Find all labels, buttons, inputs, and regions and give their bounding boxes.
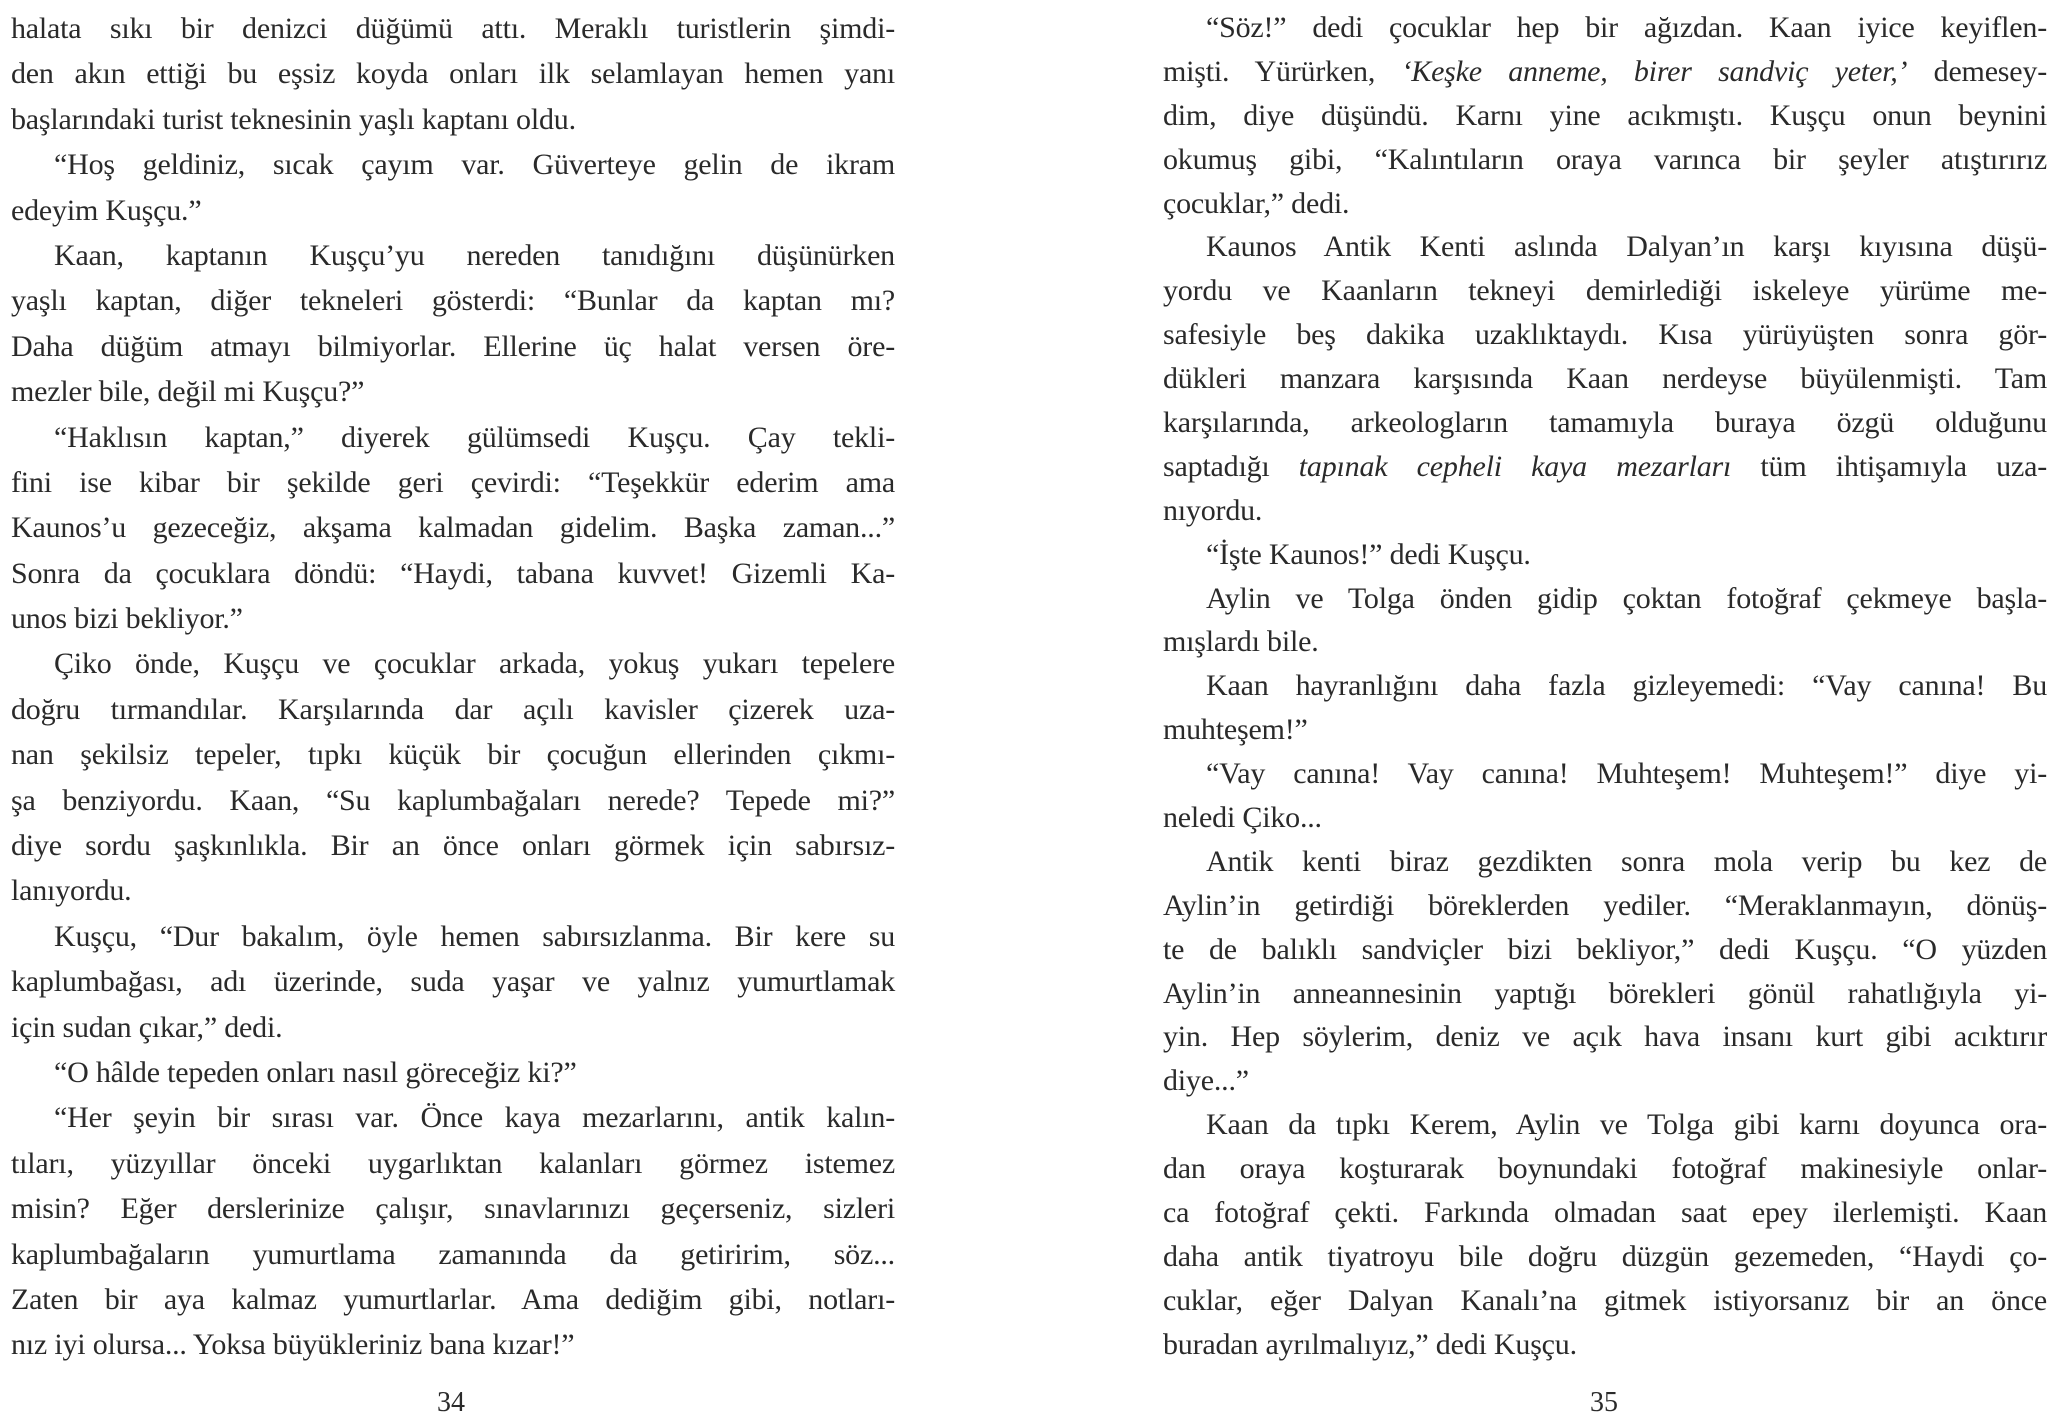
text-line: safesiyle beş dakika uzaklıktaydı. Kısa yürüyüşten sonra gör- — [1163, 318, 2047, 352]
text-line: ca fotoğraf çekti. Farkında olmadan saat epey ilerlemişti. Kaan — [1163, 1196, 2047, 1230]
text-line: diye sordu şaşkınlıkla. Bir an önce onları görmek için sabırsız- — [11, 829, 895, 863]
text-line: Sonra da çocuklara döndü: “Haydi, tabana kuvvet! Gizemli Ka- — [11, 556, 895, 590]
text-line: dan oraya koşturarak boynundaki fotoğraf makinesiyle onlar- — [1163, 1152, 2047, 1186]
text-segment: demesey- — [1907, 54, 2047, 88]
text-segment: saptadığı — [1163, 449, 1299, 483]
text-line: te de balıklı sandviçler bizi bekliyor,” dedi Kuşçu. “O yüzden — [1163, 932, 2047, 966]
text-line: misin? Eğer derslerinize çalışır, sınavlarınızı geçerseniz, sizleri — [11, 1192, 895, 1226]
text-line: halata sıkı bir denizci düğümü attı. Meraklı turistlerin şimdi- — [11, 12, 895, 45]
text-line: “Hoş geldiniz, sıcak çayım var. Güverteye gelin de ikram — [54, 148, 895, 182]
text-line: muhteşem!” — [1163, 713, 1308, 747]
page-number-right: 35 — [1590, 1387, 1618, 1418]
text-line: şa benziyordu. Kaan, “Su kaplumbağaları nerede? Tepede mi?” — [11, 783, 895, 817]
text-line: mezler bile, değil mi Kuşçu?” — [11, 375, 365, 409]
text-line: Kaunos Antik Kenti aslında Dalyan’ın karşı kıyısına düşü- — [1206, 230, 2047, 264]
text-line: Kaan, kaptanın Kuşçu’yu nereden tanıdığını düşünürken — [54, 238, 895, 272]
text-line: Kaan da tıpkı Kerem, Aylin ve Tolga gibi karnı doyunca ora- — [1206, 1108, 2047, 1142]
text-line: Zaten bir aya kalmaz yumurtlarlar. Ama dediğim gibi, notları- — [11, 1282, 895, 1316]
text-line: Kaunos’u gezeceğiz, akşama kalmadan gidelim. Başka zaman...” — [11, 511, 895, 545]
text-line: lanıyordu. — [11, 874, 132, 908]
text-line: neledi Çiko... — [1163, 801, 1322, 835]
text-line: Kuşçu, “Dur bakalım, öyle hemen sabırsızlanma. Bir kere su — [54, 919, 895, 953]
text-line: nan şekilsiz tepeler, tıpkı küçük bir çocuğun ellerinden çıkmı- — [11, 738, 895, 772]
text-line: okumuş gibi, “Kalıntıların oraya varınca bir şeyler atıştırırız — [1163, 142, 2047, 176]
text-line: çocuklar,” dedi. — [1163, 186, 1350, 220]
text-line: diye...” — [1163, 1064, 1249, 1098]
text-line — [1163, 445, 2047, 489]
text-line: yordu ve Kaanların tekneyi demirlediği iskeleye yürüme me- — [1163, 274, 2047, 308]
text-line: “Vay canına! Vay canına! Muhteşem! Muhteşem!” diye yi- — [1206, 757, 2047, 791]
text-line: Aylin’in anneannesinin yaptığı börekleri gönül rahatlığıyla yi- — [1163, 976, 2047, 1010]
text-line: kaplumbağası, adı üzerinde, suda yaşar ve yalnız yumurtlamak — [11, 965, 895, 999]
text-line: başlarındaki turist teknesinin yaşlı kaptanı oldu. — [11, 102, 576, 136]
text-line: Daha düğüm atmayı bilmiyorlar. Ellerine üç halat versen öre- — [11, 329, 895, 363]
text-line: fini ise kibar bir şekilde geri çevirdi: “Teşekkür ederim ama — [11, 465, 895, 499]
text-line: için sudan çıkar,” dedi. — [11, 1010, 283, 1044]
text-line: tıları, yüzyıllar önceki uygarlıktan kalanları görmez istemez — [11, 1146, 895, 1180]
text-line: dükleri manzara karşısında Kaan nerdeyse büyülenmişti. Tam — [1163, 362, 2047, 396]
text-line: Kaan hayranlığını daha fazla gizleyemedi: “Vay canına! Bu — [1206, 669, 2047, 703]
text-line: yin. Hep söylerim, deniz ve açık hava insanı kurt gibi acıktırır — [1163, 1020, 2047, 1054]
text-line: “İşte Kaunos!” dedi Kuşçu. — [1206, 537, 1531, 571]
text-line: Çiko önde, Kuşçu ve çocuklar arkada, yokuş yukarı tepelere — [54, 647, 895, 681]
text-line: “O hâlde tepeden onları nasıl göreceğiz ki?” — [54, 1055, 577, 1089]
page-number-left: 34 — [437, 1387, 465, 1418]
text-line: edeyim Kuşçu.” — [11, 193, 202, 227]
text-segment: mişti. Yürürken, — [1163, 54, 1402, 88]
text-line: cuklar, eğer Dalyan Kanalı’na gitmek istiyorsanız bir an önce — [1163, 1283, 2047, 1317]
text-line: daha antik tiyatroyu bile doğru düzgün gezemeden, “Haydi ço- — [1163, 1239, 2047, 1273]
text-line: mışlardı bile. — [1163, 625, 1319, 659]
text-line: buradan ayrılmalıyız,” dedi Kuşçu. — [1163, 1327, 1577, 1361]
text-line: “Söz!” dedi çocuklar hep bir ağızdan. Kaan iyice keyiflen- — [1206, 11, 2047, 44]
text-line: karşılarında, arkeologların tamamıyla buraya özgü olduğunu — [1163, 406, 2047, 440]
text-line: nıyordu. — [1163, 493, 1263, 527]
text-line: unos bizi bekliyor.” — [11, 602, 243, 636]
text-line: nız iyi olursa... Yoksa büyükleriniz bana kızar!” — [11, 1328, 575, 1362]
text-line: dim, diye düşündü. Karnı yine acıkmıştı. Kuşçu onun beynini — [1163, 98, 2047, 132]
italic-text: ‘Keşke anneme, birer sandviç yeter,’ — [1401, 54, 1908, 88]
text-line: Antik kenti biraz gezdikten sonra mola verip bu kez de — [1206, 844, 2047, 878]
text-line: “Her şeyin bir sırası var. Önce kaya mezarlarını, antik kalın- — [54, 1101, 895, 1135]
italic-text: tapınak cepheli kaya mezarları — [1298, 449, 1732, 483]
text-line — [1163, 50, 2047, 94]
text-line: yaşlı kaptan, diğer tekneleri gösterdi: “Bunlar da kaptan mı? — [11, 284, 895, 318]
text-line: Aylin ve Tolga önden gidip çoktan fotoğraf çekmeye başla- — [1206, 581, 2047, 615]
text-line: doğru tırmandılar. Karşılarında dar açılı kavisler çizerek uza- — [11, 692, 895, 726]
text-line: Aylin’in getirdiği böreklerden yediler. “Meraklanmayın, dönüş- — [1163, 888, 2047, 922]
text-segment: tüm ihtişamıyla uza- — [1731, 449, 2047, 483]
left-page-text — [11, 6, 895, 1368]
text-line: “Haklısın kaptan,” diyerek gülümsedi Kuşçu. Çay tekli- — [54, 420, 895, 454]
text-line: den akın ettiği bu eşsiz koyda onları ilk selamlayan hemen yanı — [11, 57, 895, 91]
text-line: kaplumbağaların yumurtlama zamanında da getiririm, söz... — [11, 1237, 895, 1271]
right-page-text — [1163, 6, 2047, 1367]
